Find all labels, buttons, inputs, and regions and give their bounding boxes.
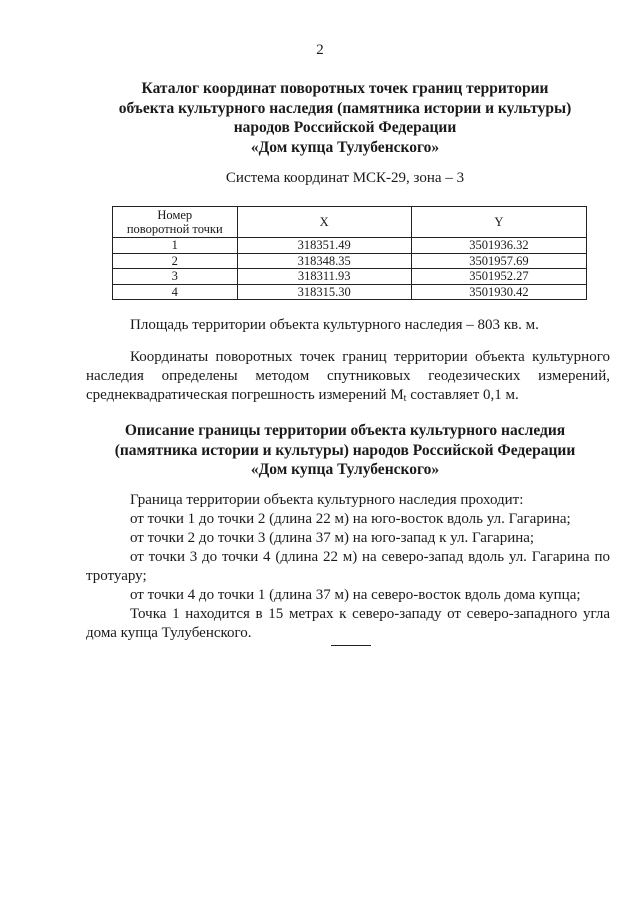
cell-x: 318351.49 (237, 238, 411, 254)
page-number: 2 (316, 42, 324, 58)
header-point-number (113, 207, 238, 238)
cell-y: 3501930.42 (411, 284, 586, 300)
cell-x: 318315.30 (237, 284, 411, 300)
boundary-line: от точки 4 до точки 1 (длина 37 м) на северо-восток вдоль дома купца; (130, 587, 581, 603)
table-row (113, 253, 587, 269)
header-x: X (237, 207, 411, 238)
catalog-title-line: объекта культурного наследия (памятника истории и культуры) (118, 99, 572, 117)
cell-y: 3501957.69 (411, 253, 586, 269)
boundary-line: от точки 3 до точки 4 (длина 22 м) на северо-запад вдоль ул. Гагарина по тротуару; (86, 549, 610, 584)
catalog-title-line: народов Российской Федерации (233, 119, 457, 136)
boundary-line: Точка 1 находится в 15 метрах к северо-западу от северо-западного угла дома купца Тулубенского. (86, 606, 610, 641)
cell-y: 3501936.32 (411, 238, 586, 254)
method-text-end: составляет 0,1 м. (406, 387, 519, 403)
table-row (113, 284, 587, 300)
cell-x: 318348.35 (237, 253, 411, 269)
boundary-line: от точки 1 до точки 2 (длина 22 м) на юго-восток вдоль ул. Гагарина; (130, 511, 571, 527)
catalog-title-line: Каталог координат поворотных точек границ территории (141, 80, 549, 97)
cell-point: 2 (113, 253, 238, 269)
header-y: Y (411, 207, 586, 238)
method-paragraph (86, 348, 610, 408)
cell-x: 318311.93 (237, 269, 411, 285)
cell-y: 3501952.27 (411, 269, 586, 285)
boundary-description (86, 491, 610, 643)
method-subscript: t (403, 393, 407, 404)
header-point-line2: поворотной точки (126, 222, 223, 236)
area-paragraph: Площадь территории объекта культурного наследия – 803 кв. м. (130, 317, 539, 333)
description-title-line: (памятника истории и культуры) народов Российской Федерации (114, 441, 576, 459)
table-row (113, 269, 587, 285)
catalog-title (80, 79, 610, 157)
coordinate-system-label: Система координат МСК-29, зона – 3 (225, 170, 465, 186)
cell-point: 3 (113, 269, 238, 285)
table-row (113, 238, 587, 254)
coordinates-table (112, 206, 587, 300)
header-point-line1: Номер (157, 208, 193, 222)
boundary-line: от точки 2 до точки 3 (длина 37 м) на юго-запад к ул. Гагарина; (130, 530, 535, 546)
method-text: Координаты поворотных точек границ территории объекта культурного наследия определены методом спутниковых геодезических измерений, среднеквадратическая погрешность измерений М (86, 349, 610, 403)
description-title (80, 421, 610, 480)
cell-point: 1 (113, 238, 238, 254)
boundary-line: Граница территории объекта культурного наследия проходит: (130, 492, 524, 508)
cell-point: 4 (113, 284, 238, 300)
description-title-line: «Дом купца Тулубенского» (250, 461, 440, 478)
description-title-line: Описание границы территории объекта культурного наследия (124, 422, 566, 439)
closing-rule (331, 645, 371, 646)
table-header-row (113, 207, 587, 238)
catalog-title-line: «Дом купца Тулубенского» (250, 138, 440, 156)
